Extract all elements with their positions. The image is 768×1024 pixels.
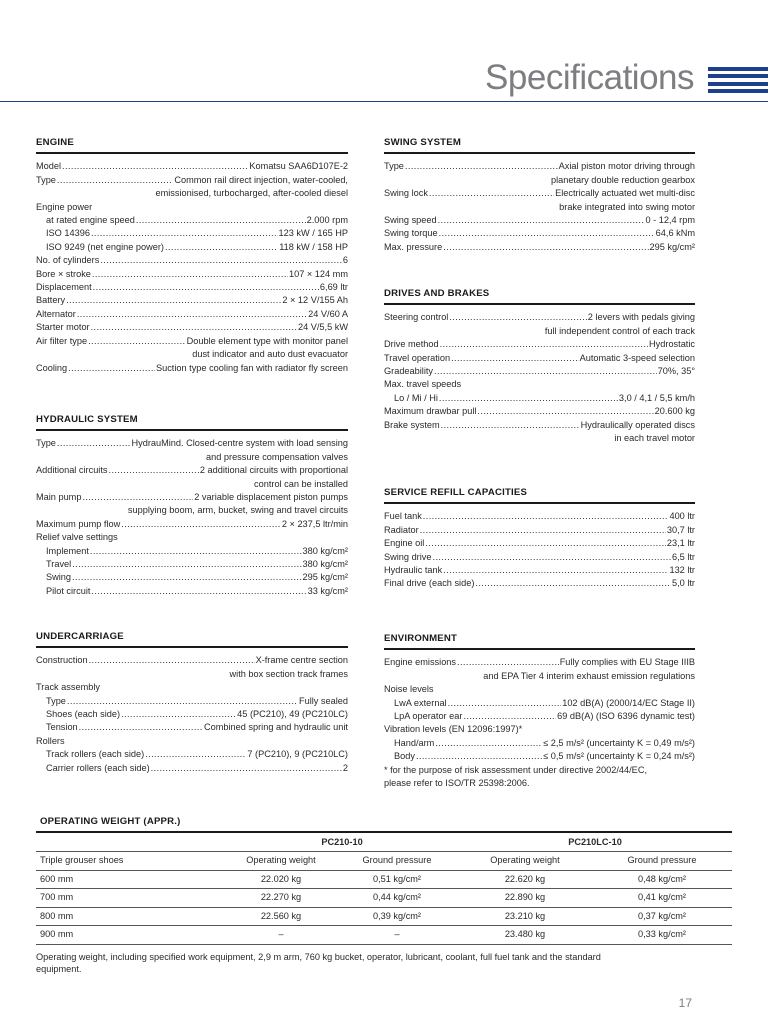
spec-label: Max. travel speeds bbox=[384, 379, 462, 390]
spec-label: Noise levels bbox=[384, 684, 434, 695]
spec-continuation: full independent control of each track bbox=[544, 325, 695, 336]
table-row: 600 mm 22.020 kg 0,51 kg/cm² 22.620 kg 0,48 kg/cm² bbox=[36, 870, 732, 889]
spec-row: No. of cylinders ..... 6 bbox=[36, 254, 348, 267]
footnote: * for the purpose of risk assessment under directive 2002/44/EC, bbox=[384, 764, 648, 775]
spec-row: Swing drive ..... 6,5 ltr bbox=[384, 551, 695, 564]
spec-row: Swing speed ..... 0 - 12,4 rpm bbox=[384, 214, 695, 227]
spec-continuation: supplying boom, arm, bucket, swing and travel circuits bbox=[127, 505, 348, 516]
spec-row: Swing ..... 295 kg/cm² bbox=[36, 571, 348, 584]
spec-label: Vibration levels (EN 12096:1997)* bbox=[384, 724, 523, 735]
spec-row: Hand/arm ..... ≤ 2,5 m/s² (uncertainty K = 0,49 m/s²) bbox=[384, 737, 695, 750]
spec-row: Construction ..... X-frame centre section bbox=[36, 654, 348, 667]
table-row: 800 mm 22.560 kg 0,39 kg/cm² 23.210 kg 0,37 kg/cm² bbox=[36, 907, 732, 926]
col-weight: Operating weight bbox=[226, 852, 336, 871]
engine-heading: ENGINE bbox=[36, 136, 348, 154]
refill-section bbox=[384, 486, 695, 591]
spec-row: Track rollers (each side) ..... 7 (PC210), 9 (PC210LC) bbox=[36, 748, 348, 761]
environment-section bbox=[384, 632, 695, 790]
environment-heading: ENVIRONMENT bbox=[384, 632, 695, 650]
refill-heading: SERVICE REFILL CAPACITIES bbox=[384, 486, 695, 504]
spec-row: Starter motor ..... 24 V/5,5 kW bbox=[36, 321, 348, 334]
header-divider bbox=[0, 101, 768, 102]
spec-row: Type ..... Common rail direct injection, water-cooled, bbox=[36, 174, 348, 187]
col-pressure: Ground pressure bbox=[592, 852, 732, 871]
spec-continuation: brake integrated into swing motor bbox=[559, 201, 695, 212]
engine-section bbox=[36, 136, 348, 375]
spec-row: Alternator ..... 24 V/60 A bbox=[36, 308, 348, 321]
spec-continuation: with box section track frames bbox=[229, 668, 348, 679]
page-title: Specifications bbox=[485, 58, 694, 97]
spec-row: Type ..... Axial piston motor driving through bbox=[384, 160, 695, 173]
model-header-pc210: PC210-10 bbox=[226, 833, 458, 852]
spec-continuation: control can be installed bbox=[254, 478, 348, 489]
spec-row: Fuel tank ..... 400 ltr bbox=[384, 510, 695, 523]
spec-row: Type ..... Fully sealed bbox=[36, 695, 348, 708]
spec-row: Swing torque ..... 64,6 kNm bbox=[384, 227, 695, 240]
table-header-row bbox=[36, 833, 732, 852]
spec-row: Air filter type ..... Double element type with monitor panel bbox=[36, 335, 348, 348]
spec-continuation: dust indicator and auto dust evacuator bbox=[192, 349, 348, 360]
spec-row: Radiator ..... 30,7 ltr bbox=[384, 524, 695, 537]
spec-row: Final drive (each side) ..... 5,0 ltr bbox=[384, 577, 695, 590]
spec-continuation: planetary double reduction gearbox bbox=[550, 174, 695, 185]
page-number: 17 bbox=[678, 996, 692, 1010]
spec-row: Travel ..... 380 kg/cm² bbox=[36, 558, 348, 571]
swing-heading: SWING SYSTEM bbox=[384, 136, 695, 154]
spec-label: Rollers bbox=[36, 735, 65, 746]
footnote: please refer to ISO/TR 25398:2006. bbox=[384, 778, 530, 789]
drives-section bbox=[384, 287, 695, 445]
header-stripes-logo bbox=[708, 67, 768, 93]
spec-continuation: in each travel motor bbox=[614, 433, 695, 444]
spec-row: Engine oil ..... 23,1 ltr bbox=[384, 537, 695, 550]
undercarriage-section bbox=[36, 630, 348, 775]
spec-row: Lo / Mi / Hi ..... 3,0 / 4,1 / 5,5 km/h bbox=[384, 392, 695, 405]
hydraulic-section bbox=[36, 413, 348, 598]
spec-row: at rated engine speed ..... 2.000 rpm bbox=[36, 214, 348, 227]
spec-label: Relief valve settings bbox=[36, 532, 118, 543]
spec-row: ISO 14396 ..... 123 kW / 165 HP bbox=[36, 227, 348, 240]
operating-weight-heading: OPERATING WEIGHT (APPR.) bbox=[36, 815, 732, 833]
col-shoes: Triple grouser shoes bbox=[36, 852, 226, 871]
spec-row: Carrier rollers (each side) ..... 2 bbox=[36, 762, 348, 775]
spec-row: Gradeability ..... 70%, 35° bbox=[384, 365, 695, 378]
spec-row: ISO 9249 (net engine power) ..... 118 kW / 158 HP bbox=[36, 241, 348, 254]
spec-row: Brake system ..... Hydraulically operated discs bbox=[384, 419, 695, 432]
spec-row: Cooling ..... Suction type cooling fan with radiator fly screen bbox=[36, 362, 348, 375]
spec-continuation: and pressure compensation valves bbox=[206, 451, 348, 462]
spec-label: Engine power bbox=[36, 201, 93, 212]
spec-row: Main pump ..... 2 variable displacement piston pumps bbox=[36, 491, 348, 504]
operating-weight-section bbox=[36, 815, 732, 976]
spec-row: Hydraulic tank ..... 132 ltr bbox=[384, 564, 695, 577]
spec-continuation: emissionised, turbocharged, after-cooled diesel bbox=[155, 188, 348, 199]
spec-row: Steering control ..... 2 levers with pedals giving bbox=[384, 311, 695, 324]
model-header-pc210lc: PC210LC-10 bbox=[458, 833, 732, 852]
spec-row: Swing lock ..... Electrically actuated wet multi-disc bbox=[384, 187, 695, 200]
spec-row: LwA external ..... 102 dB(A) (2000/14/EC Stage II) bbox=[384, 697, 695, 710]
spec-row: Tension ..... Combined spring and hydraulic unit bbox=[36, 721, 348, 734]
spec-row: Drive method ..... Hydrostatic bbox=[384, 338, 695, 351]
table-row: 700 mm 22.270 kg 0,44 kg/cm² 22.890 kg 0,41 kg/cm² bbox=[36, 889, 732, 908]
spec-row: LpA operator ear ..... 69 dB(A) (ISO 6396 dynamic test) bbox=[384, 710, 695, 723]
spec-row: Engine emissions ..... Fully complies with EU Stage IIIB bbox=[384, 656, 695, 669]
spec-row: Model ..... Komatsu SAA6D107E-2 bbox=[36, 160, 348, 173]
spec-row: Travel operation ..... Automatic 3-speed selection bbox=[384, 352, 695, 365]
spec-row: Type ..... HydrauMind. Closed-centre system with load sensing bbox=[36, 437, 348, 450]
drives-heading: DRIVES AND BRAKES bbox=[384, 287, 695, 305]
operating-weight-table bbox=[36, 833, 732, 945]
operating-weight-note: Operating weight, including specified work equipment, 2,9 m arm, 760 kg bucket, operator, lubricant, coolant, full fuel tank and the standard equipment. bbox=[36, 951, 601, 975]
spec-row: Body ..... ≤ 0,5 m/s² (uncertainty K = 0,24 m/s²) bbox=[384, 750, 695, 763]
spec-row: Bore × stroke ..... 107 × 124 mm bbox=[36, 268, 348, 281]
spec-row: Pilot circuit ..... 33 kg/cm² bbox=[36, 585, 348, 598]
spec-row: Maximum drawbar pull ..... 20.600 kg bbox=[384, 405, 695, 418]
spec-row: Battery ..... 2 × 12 V/155 Ah bbox=[36, 294, 348, 307]
hydraulic-heading: HYDRAULIC SYSTEM bbox=[36, 413, 348, 431]
spec-row: Additional circuits ..... 2 additional circuits with proportional bbox=[36, 464, 348, 477]
spec-continuation: and EPA Tier 4 interim exhaust emission regulations bbox=[483, 670, 695, 681]
col-pressure: Ground pressure bbox=[336, 852, 458, 871]
spec-label: Track assembly bbox=[36, 682, 100, 693]
col-weight: Operating weight bbox=[458, 852, 592, 871]
table-row: 900 mm – – 23.480 kg 0,33 kg/cm² bbox=[36, 926, 732, 945]
swing-section bbox=[384, 136, 695, 254]
spec-row: Implement ..... 380 kg/cm² bbox=[36, 545, 348, 558]
spec-row: Max. pressure ..... 295 kg/cm² bbox=[384, 241, 695, 254]
spec-row: Displacement ..... 6,69 ltr bbox=[36, 281, 348, 294]
spec-row: Shoes (each side) ..... 45 (PC210), 49 (PC210LC) bbox=[36, 708, 348, 721]
table-subheader-row bbox=[36, 852, 732, 871]
spec-row: Maximum pump flow ..... 2 × 237,5 ltr/min bbox=[36, 518, 348, 531]
undercarriage-heading: UNDERCARRIAGE bbox=[36, 630, 348, 648]
